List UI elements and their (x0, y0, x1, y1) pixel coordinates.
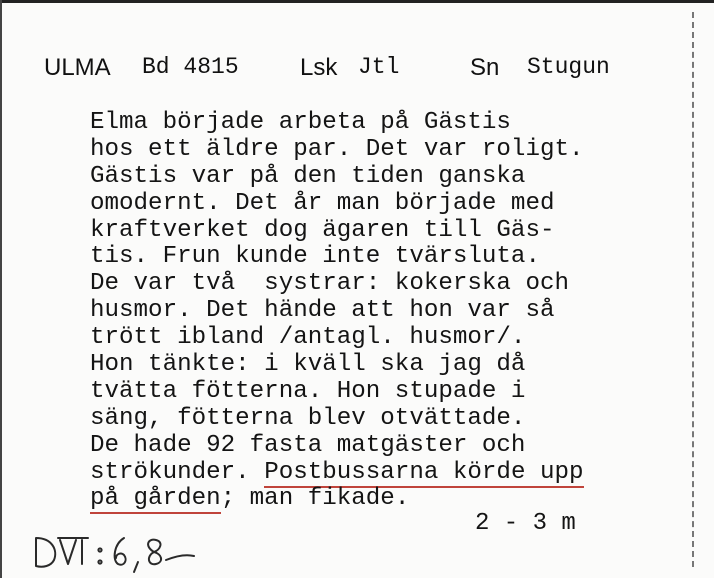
transcript-line: hos ett äldre par. Det var roligt. (90, 135, 584, 163)
transcript-body (90, 110, 670, 513)
transcript-line: tis. Frun kunde inte tvärsluta. (90, 243, 540, 271)
transcript-line: säng, fötterna blev otvättade. (90, 404, 526, 432)
transcript-line: Gästis var på den tiden ganska (90, 162, 526, 190)
card-right-edge (692, 12, 694, 567)
handwritten-signature (30, 530, 200, 578)
place-label: Sn (470, 54, 500, 81)
transcript-line: De var två systrar: kokerska och (90, 270, 569, 298)
transcript-line: husmor. Det hände att hon var så (90, 297, 555, 325)
underlined-text: Postbussarna körde upp (264, 458, 584, 486)
transcript-line: Elma började arbeta på Gästis (90, 109, 511, 136)
transcript-line: trött ibland /antagl. husmor/. (90, 324, 526, 352)
parish-label: Lsk (300, 54, 338, 81)
transcript-line: kraftverket dog ägaren till Gäs- (90, 216, 555, 244)
transcript-line: tvätta fötterna. Hon stupade i (90, 377, 526, 405)
underlined-text: på gården (90, 485, 221, 513)
transcript-line: De hade 92 fasta matgäster och (90, 431, 526, 459)
transcript-line-15 (90, 486, 670, 513)
place-name: Stugun (527, 54, 610, 80)
page-number: 2 - 3 m (475, 510, 576, 537)
transcript-line-14 (90, 460, 670, 487)
parish-code: Jtl (358, 54, 400, 80)
archive-code: ULMA (44, 54, 111, 81)
line-text: strökunder. (90, 458, 265, 486)
transcript-line: Hon tänkte: i kväll ska jag då (90, 351, 526, 379)
volume-number: Bd 4815 (142, 54, 239, 80)
card-top-edge (0, 0, 714, 3)
line-text: ; man fikade. (220, 485, 410, 513)
card-left-edge (0, 0, 2, 578)
transcript-line: omodernt. Det år man började med (90, 189, 555, 217)
